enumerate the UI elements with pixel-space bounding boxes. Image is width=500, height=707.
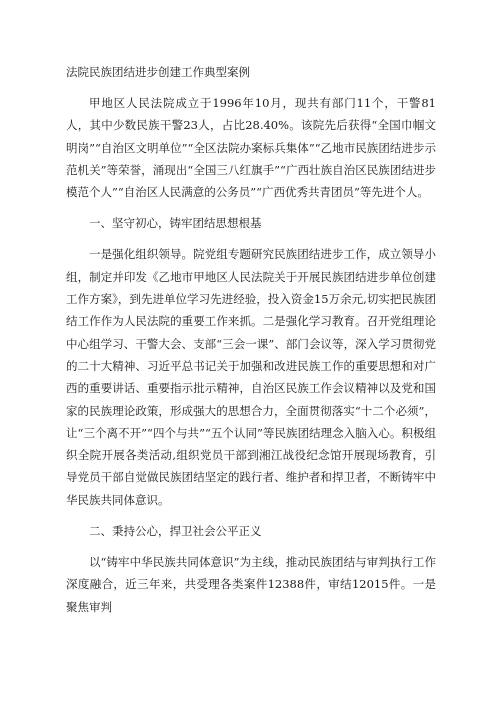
- section-1-paragraph: 一是强化组织领导。院党组专题研究民族团结进步工作，成立领导小组，制定并印发《乙地市甲地区人民法院关于开展民族团结进步单位创建工作方案》，到先进单位学习先进经验，投入资金15万余元,切实把民族团结工作作为人民法院的重要工作来抓。二是强化学习教育。召开党组理论中心组学习、干警大会、支部“三会一课”、部门会议等，深入学习贯彻党的二十大精神、习近平总书记关于加强和改进民族工作的重要思想和对广西的重要讲话、重要指示批示精神，自治区民族工作会议精神以及党和国家的民族理论政策，形成强大的思想合力，全面贯彻落实“十二个必须”，让“三个离不开”“四个与共”“五个认同”等民族团结理念入脑入心。积极组织全院开展各类活动,组织党员干部到湘江战役纪念馆开展现场教育，引导党员干部自觉做民族团结坚定的践行者、维护者和捍卫者，不断铸牢中华民族共同体意识。: [66, 247, 436, 507]
- section-1-heading: 一、坚守初心，铸牢团结思想根基: [89, 216, 262, 231]
- intro-paragraph: 甲地区人民法院成立于1996年10月，现共有部门11个，干警81人，其中少数民族干警23人，占比28.40%。该院先后获得“全国巾帼文明岗”“自治区文明单位”“全区法院办案标兵集体”“乙地市民族团结进步示范机关”等荣誉，涌现出“全国三八红旗手”“广西壮族自治区民族团结进步模范个人”“自治区人民满意的公务员”“广西优秀共青团员”等先进个人。: [66, 96, 436, 200]
- section-2-paragraph: 以“铸牢中华民族共同体意识”为主线，推动民族团结与审判执行工作深度融合，近三年来，共受理各类案件12388件，审结12015件。一是聚焦审判: [66, 555, 436, 614]
- section-2-heading: 二、秉持公心，捍卫社会公平正义: [89, 524, 262, 539]
- document-title: 法院民族团结进步创建工作典型案例: [66, 65, 250, 79]
- document-page: [66, 62, 436, 628]
